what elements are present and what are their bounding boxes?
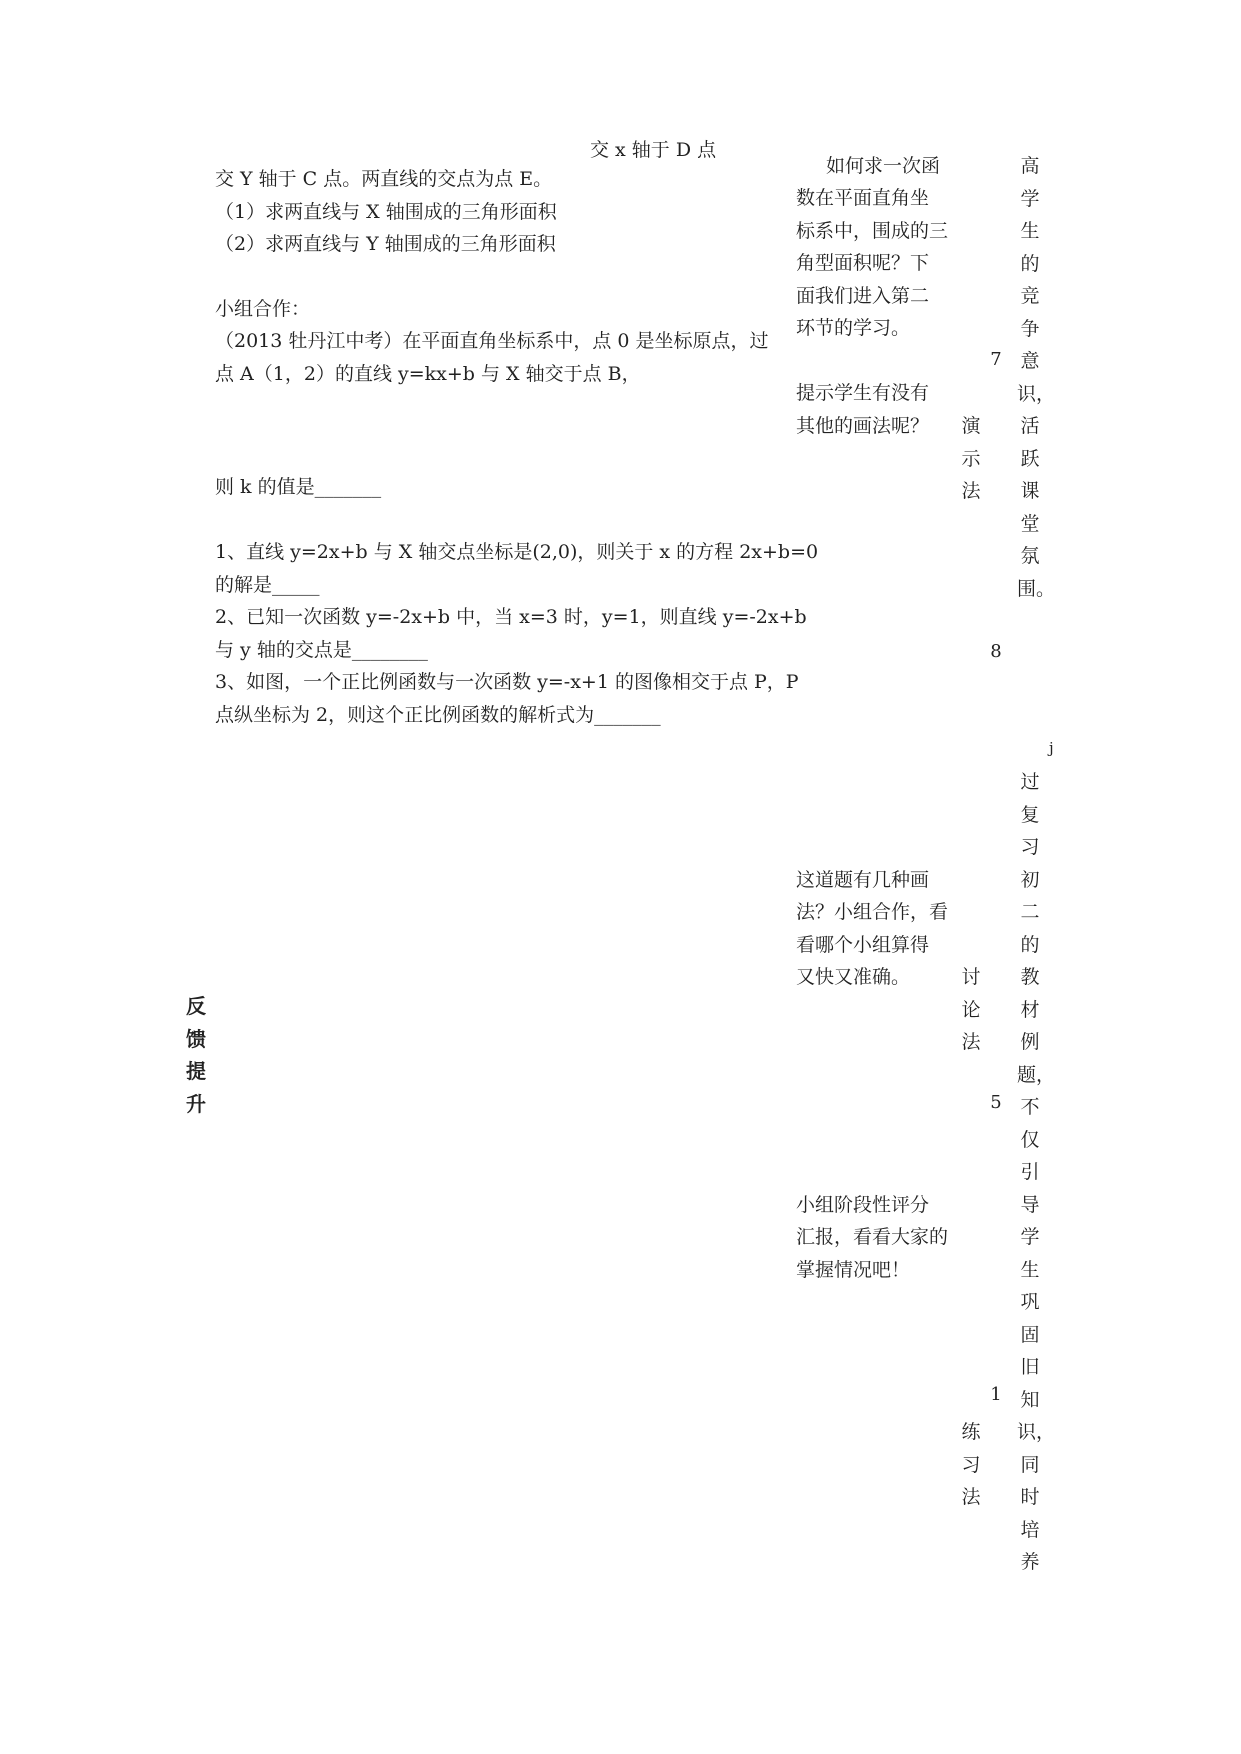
- method-text: 演示法: [961, 415, 981, 502]
- teacher-text: 标系中，围成的三: [796, 220, 949, 242]
- exercise-line: 3、如图，一个正比例函数与一次函数 y=-x+1 的图像相交于点 P，P: [215, 671, 799, 693]
- teacher-text: 法？小组合作，看: [796, 901, 949, 923]
- teacher-text: 环节的学习。: [796, 317, 911, 339]
- teacher-text: 如何求一次函: [826, 155, 941, 177]
- exercise-line: 1、直线 y=2x+b 与 X 轴交点坐标是(2,0)，则关于 x 的方程 2x+b=0: [215, 541, 819, 563]
- teacher-text: 又快又准确。: [796, 966, 911, 988]
- teacher-text: 面我们进入第二: [796, 285, 930, 307]
- teacher-text: 角型面积呢？下: [796, 252, 930, 274]
- purpose-text-content: 高学生的竞争意识，活跃课堂氛围。: [1017, 155, 1056, 600]
- exercise-line: 2、已知一次函数 y=-2x+b 中，当 x=3 时，y=1，则直线 y=-2x+b: [215, 606, 807, 628]
- purpose-text: [1017, 150, 1056, 605]
- teacher-text: 小组阶段性评分: [796, 1194, 930, 1216]
- teacher-text: 数在平面直角坐: [796, 187, 930, 209]
- k-value-line: 则 k 的值是_______: [215, 476, 382, 498]
- minutes-value: 1: [990, 1384, 1002, 1405]
- teacher-text: 提示学生有没有: [796, 382, 930, 404]
- teacher-text: 其他的画法呢？: [796, 415, 930, 437]
- minutes-value: 5: [990, 1092, 1002, 1113]
- method-label: [960, 961, 982, 1059]
- method-label: [960, 410, 982, 508]
- minutes-value: 8: [990, 641, 1002, 662]
- teacher-text: 这道题有几种画: [796, 869, 930, 891]
- section-label-text: 反馈提升: [186, 994, 206, 1116]
- teacher-text: 看哪个小组算得: [796, 934, 930, 956]
- minutes-value: 7: [990, 349, 1002, 370]
- purpose-text: [1017, 766, 1056, 1579]
- purpose-text-content: 过复习初二的教材例题，不仅引导学生巩固旧知识，同时培养: [1017, 771, 1056, 1573]
- teacher-text: 掌握情况吧！: [796, 1259, 911, 1281]
- method-text: 练习法: [961, 1421, 981, 1508]
- text-line: （2）求两直线与 Y 轴围成的三角形面积: [215, 233, 556, 255]
- method-text: 讨论法: [961, 966, 981, 1053]
- problem-line: （2013 牡丹江中考）在平面直角坐标系中，点 0 是坐标原点，过: [215, 330, 769, 352]
- method-label: [960, 1416, 982, 1514]
- teacher-text: 汇报，看看大家的: [796, 1226, 949, 1248]
- exercise-line: 点纵坐标为 2，则这个正比例函数的解析式为_______: [215, 704, 661, 726]
- exercise-line: 与 y 轴的交点是________: [215, 639, 428, 661]
- section-label: [183, 990, 209, 1120]
- line-top: 交 x 轴于 D 点: [590, 139, 717, 161]
- text-line: 交 Y 轴于 C 点。两直线的交点为点 E。: [215, 168, 553, 190]
- group-title: 小组合作：: [215, 298, 311, 320]
- stray-mark: j: [1049, 739, 1054, 757]
- text-line: （1）求两直线与 X 轴围成的三角形面积: [215, 201, 557, 223]
- problem-line: 点 A（1，2）的直线 y=kx+b 与 X 轴交于点 B，: [215, 363, 641, 385]
- exercise-line: 的解是_____: [215, 574, 320, 596]
